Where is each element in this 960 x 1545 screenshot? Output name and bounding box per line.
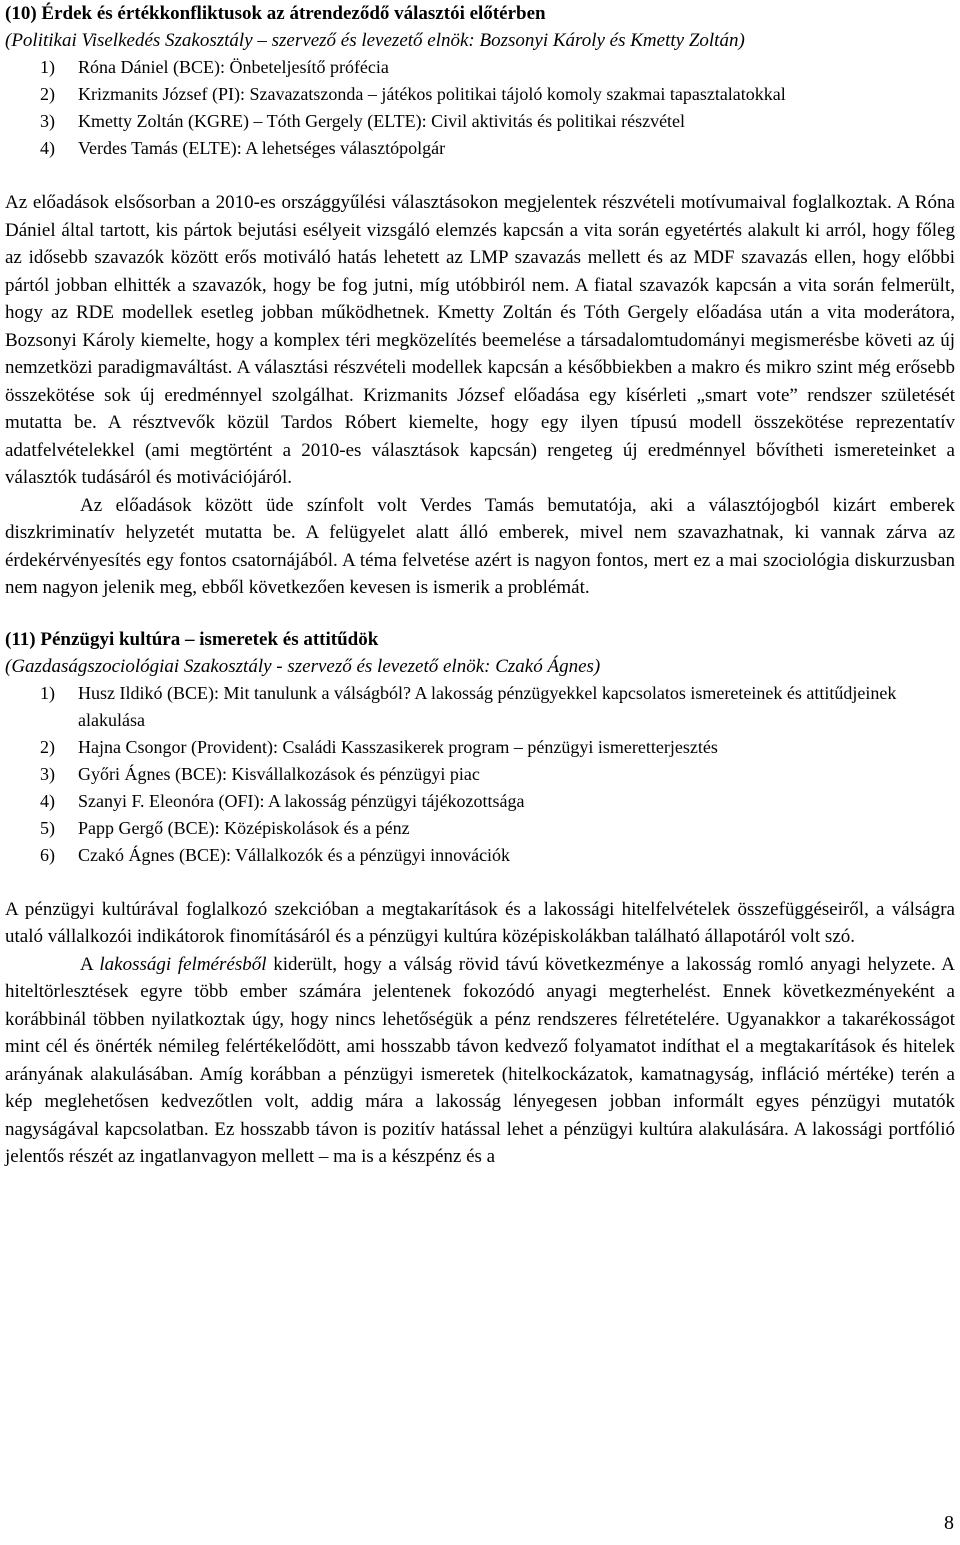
section-11-paragraph-2: [5, 951, 955, 1171]
document-page: [5, 0, 955, 1171]
list-item-number: 4): [40, 138, 55, 158]
list-item-text: Szanyi F. Eleonóra (OFI): A lakosság pénzügyi tájékozottsága: [78, 790, 525, 811]
list-item-text: Kmetty Zoltán (KGRE) – Tóth Gergely (ELTE): Civil aktivitás és politikai részvétel: [78, 111, 686, 131]
list-item-number: 1): [40, 682, 55, 703]
list-item-number: 6): [40, 844, 55, 865]
list-item: [5, 815, 955, 842]
section-11: [5, 626, 955, 1171]
list-item: [5, 761, 955, 788]
section-10-paragraph-1: Az előadások elsősorban a 2010-es országgyűlési választásokon megjelentek részvételi motívumaival foglalkoztak. A Róna Dániel által tartott, kis pártok bejutási esélyeit vizsgáló elemzés kapcsán a vita során egyetértés alakult ki arról, hogy főleg az idősebb szavazók között erős motiváló hatás lehetett az LMP szavazás mellett és az MDF szavazás ellen, hogy előbbi pártól jobban elhitték a szavazók, hogy be fog jutni, míg utóbbiról nem. A fiatal szavazók kapcsán a vita során felmerült, hogy az RDE modellek esetleg jobban működhetnek. Kmetty Zoltán és Tóth Gergely előadása után a vita moderátora, Bozsonyi Károly kiemelte, hogy a komplex téri megközelítés beemelése a társadalomtudományi megismerésbe követi az új nemzetközi paradigmaváltást. A választási részvételi modellek kapcsán a későbbiekben a makro és mikro szint még erősebb összekötése sok új eredménnyel szolgálhat. Krizmanits József előadása egy kísérleti „smart vote” rendszer születését mutatta be. A résztvevők közül Tardos Róbert kiemelte, hogy egy ilyen típusú modell összekötése reprezentatív adatfelvételekkel (ami megtörtént a 2010-es választások kapcsán) rengeteg új eredménnyel bővítheti ismereteinket a választók tudásáról és motivációjáról.: [5, 192, 955, 488]
list-item: [5, 81, 955, 108]
page-number: 8: [944, 1512, 954, 1534]
section-10-subtitle: (Politikai Viselkedés Szakosztály – szervező és levezető elnök: Bozsonyi Károly és Kmetty Zoltán): [5, 30, 745, 51]
section-10: [5, 0, 955, 602]
list-item: [5, 680, 955, 734]
list-item: [5, 788, 955, 815]
list-item: [5, 54, 955, 81]
section-11-subtitle: (Gazdaságszociológiai Szakosztály - szervező és levezető elnök: Czakó Ágnes): [5, 655, 601, 677]
paragraph-body: kiderült, hogy a válság rövid távú következménye a lakosság romló anyagi helyzete. A hiteltörlesztések egyre több ember számára jelentenek fokozódó anyagi megterhelést. Ennek következményeként a korábbinál többen nyilatkoztak úgy, hogy nincs lehetőségük a pénz rendszeres félretételére. Ugyanakkor a takarékosságot mint cél és önérték némileg felértékelődött, ami hosszabb távon kedvező folyamatot indíthat el a megtakarítások és hitelek arányának alakulásában. Amíg korábban a pénzügyi ismeretek (hitelkockázatok, kamatnagyság, infláció mértéke) terén a kép meglehetősen kedvezőtlen volt, addig mára a lakosság lényegesen jobban informált egyes pénzügyi mutatók nagyságával kapcsolatban. Ez hosszabb távon is pozitív hatással lehet a pénzügyi kultúra alakulására. A lakossági portfólió jelentős részét az ingatlanvagyon mellett – ma is a készpénz és a: [5, 953, 955, 1167]
list-item-number: 3): [40, 763, 55, 784]
list-item-text: Róna Dániel (BCE): Önbeteljesítő prófécia: [78, 57, 389, 77]
list-item: [5, 108, 955, 135]
section-10-title: (10) Érdek és értékkonfliktusok az átrendeződő választói előtérben: [5, 3, 546, 24]
list-item-text: Verdes Tamás (ELTE): A lehetséges választópolgár: [78, 138, 446, 158]
list-item-text: Husz Ildikó (BCE): Mit tanulunk a válságból? A lakosság pénzügyekkel kapcsolatos ismereteinek és attitűdjeinek alakulása: [78, 682, 897, 730]
list-item-text: Czakó Ágnes (BCE): Vállalkozók és a pénzügyi innovációk: [78, 844, 511, 865]
list-item: [5, 734, 955, 761]
list-item-number: 4): [40, 790, 55, 811]
section-11-paragraph-1: A pénzügyi kultúrával foglalkozó szekcióban a megtakarítások és a lakossági hitelfelvételek összefüggéseiről, a válságra utaló vállalkozói indikátorok finomításáról és a pénzügyi kultúra középiskolákban található állapotáról volt szó.: [5, 898, 955, 947]
list-item-number: 3): [40, 111, 55, 131]
list-item-text: Győri Ágnes (BCE): Kisvállalkozások és pénzügyi piac: [78, 763, 480, 784]
list-item-text: Hajna Csongor (Provident): Családi Kasszasikerek program – pénzügyi ismeretterjesztés: [78, 736, 718, 757]
list-item: [5, 842, 955, 869]
section-11-speaker-list: [5, 680, 955, 869]
list-item-number: 5): [40, 817, 55, 838]
section-11-title: (11) Pénzügyi kultúra – ismeretek és attitűdök: [5, 628, 379, 650]
list-item-number: 2): [40, 84, 55, 104]
emphasized-phrase: lakossági felmérésből: [99, 953, 267, 975]
list-item-text: Krizmanits József (PI): Szavazatszonda – játékos politikai tájoló komoly szakmai tapasztalatokkal: [78, 84, 786, 104]
section-10-paragraph-2: Az előadások között üde színfolt volt Verdes Tamás bemutatója, aki a választójogból kizárt emberek diszkriminatív helyzetét mutatta be. A felügyelet alatt álló emberek, mivel nem szavazhatnak, ki vannak zárva az érdekérvényesítés egy fontos csatornájából. A téma felvetése azért is nagyon fontos, mert ez a mai szociológia diskurzusban nem nagyon jelenik meg, ebből következően kevesen is ismerik a problémát.: [5, 494, 955, 598]
list-item-number: 2): [40, 736, 55, 757]
section-10-speaker-list: [5, 54, 955, 162]
list-item-number: 1): [40, 57, 55, 77]
list-item-text: Papp Gergő (BCE): Középiskolások és a pénz: [78, 817, 410, 838]
paragraph-prefix: A: [80, 953, 100, 975]
list-item: [5, 135, 955, 162]
